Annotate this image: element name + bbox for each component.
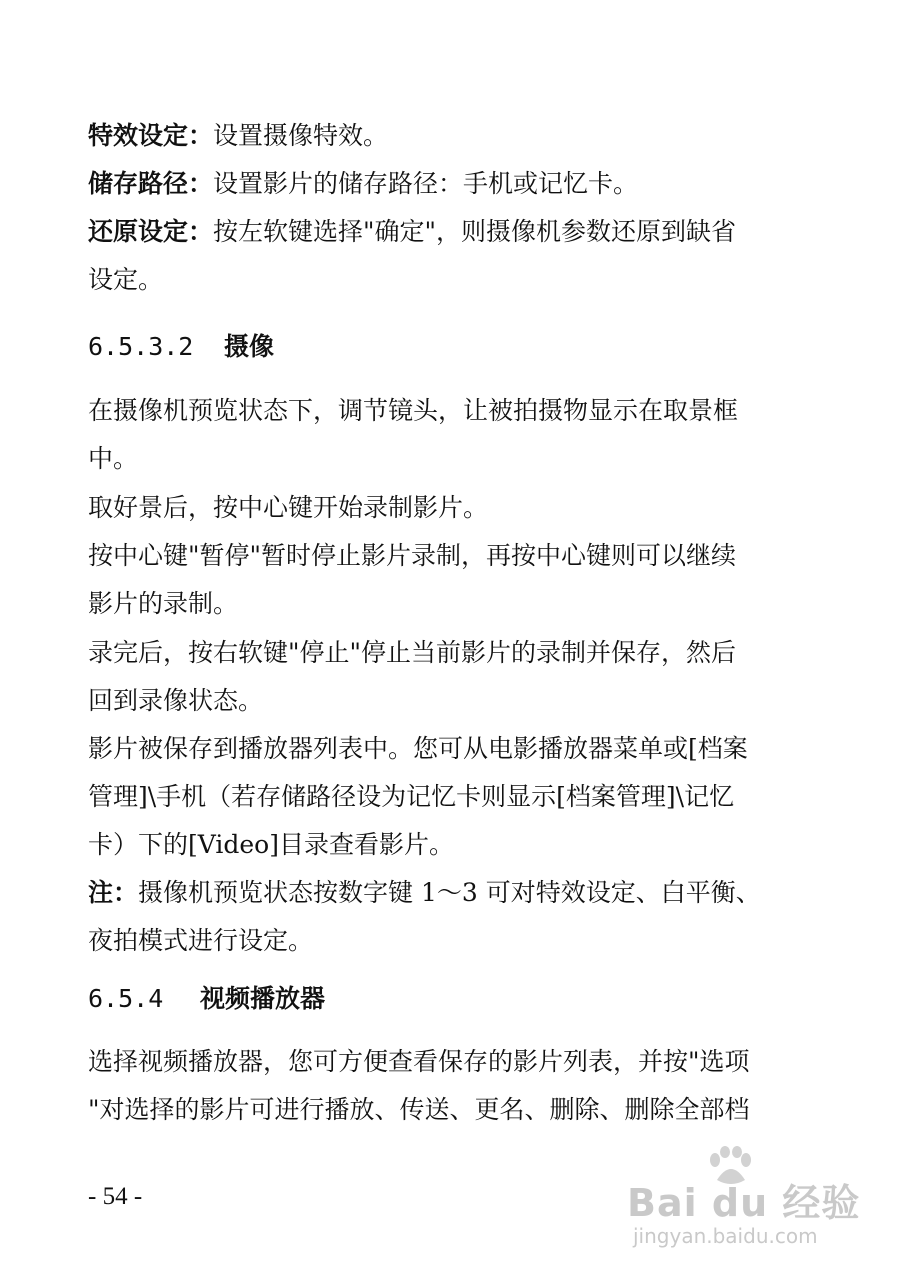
definition-term: 还原设定： [88, 217, 214, 246]
paragraph [88, 725, 813, 869]
paragraph [88, 629, 813, 725]
definition-text: 设置摄像特效。 [213, 121, 389, 150]
paragraph-line: 取好景后，按中心键开始录制影片。 [88, 493, 489, 522]
watermark-url: jingyan.baidu.com [633, 1224, 818, 1248]
paragraph-line: 回到录像状态。 [88, 686, 264, 715]
definition-term: 储存路径： [88, 169, 214, 198]
definition-item-restore [88, 208, 813, 304]
watermark-brand: Bai du 经验 [627, 1181, 861, 1225]
section-heading-6-5-3-2 [88, 330, 274, 364]
paragraph [88, 1038, 813, 1134]
paragraph-line: 录完后，按右软键"停止"停止当前影片的录制并保存，然后 [88, 638, 737, 667]
paragraph [88, 387, 813, 483]
paragraph-line: 管理]\手机（若存储路径设为记忆卡则显示[档案管理]\记忆 [88, 782, 735, 811]
paragraph-line: 在摄像机预览状态下，调节镜头，让被拍摄物显示在取景框 [88, 396, 739, 425]
definition-item-effects [88, 112, 813, 160]
note [88, 869, 813, 965]
paragraph-line: 中。 [88, 444, 139, 473]
definition-text: 设置影片的储存路径：手机或记忆卡。 [213, 169, 639, 198]
paragraph-line: "对选择的影片可进行播放、传送、更名、删除、删除全部档 [88, 1095, 750, 1124]
paragraph-line: 影片的录制。 [88, 589, 239, 618]
section-number: 6.5.4 [88, 984, 164, 1013]
paragraph [88, 484, 813, 532]
baidu-watermark [627, 1146, 877, 1256]
note-text-continued: 夜拍模式进行设定。 [88, 926, 314, 955]
definition-item-storage-path [88, 160, 813, 208]
definition-text-continued: 设定。 [88, 265, 164, 294]
paragraph-line: 卡）下的[Video]目录查看影片。 [88, 830, 454, 859]
definition-term: 特效设定： [88, 121, 214, 150]
definition-text: 按左软键选择"确定"，则摄像机参数还原到缺省 [213, 217, 737, 246]
section-heading-6-5-4 [88, 982, 325, 1016]
paragraph-line: 按中心键"暂停"暂时停止影片录制，再按中心键则可以继续 [88, 541, 737, 570]
paragraph [88, 532, 813, 628]
section-title: 视频播放器 [200, 984, 326, 1013]
section-number: 6.5.3.2 [88, 332, 194, 361]
note-text: 摄像机预览状态按数字键 1～3 可对特效设定、白平衡、 [138, 878, 761, 907]
note-label: 注： [88, 878, 139, 907]
section-title: 摄像 [224, 332, 275, 361]
paragraph-line: 影片被保存到播放器列表中。您可从电影播放器菜单或[档案 [88, 734, 748, 763]
paragraph-line: 选择视频播放器，您可方便查看保存的影片列表，并按"选项 [88, 1047, 750, 1076]
page-number: - 54 - [88, 1183, 143, 1210]
